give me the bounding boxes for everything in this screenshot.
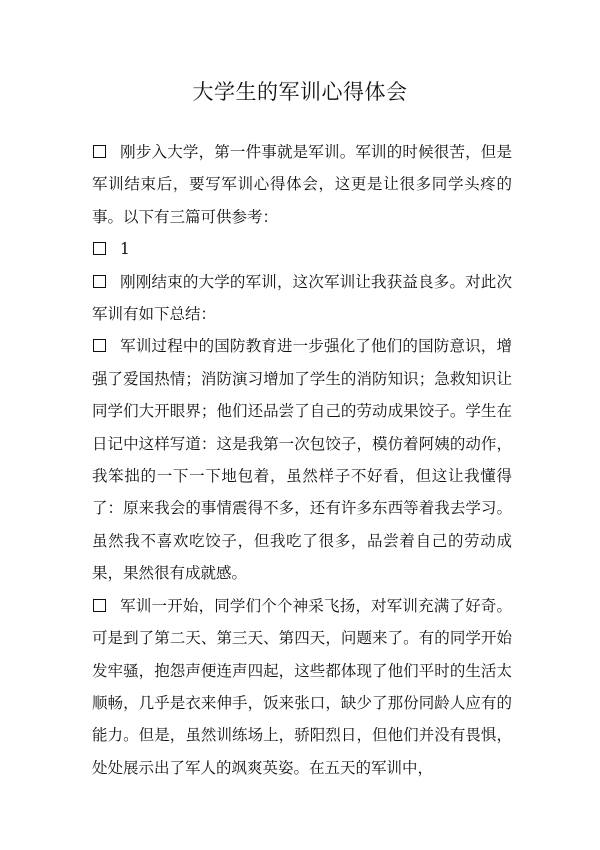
paragraph-text: 刚刚结束的大学的军训，这次军训让我获益良多。对此次军训有如下总结： [92, 272, 512, 324]
paragraph-text: 军训一开始，同学们个个神采飞扬，对军训充满了好奇。可是到了第二天、第三天、第四天，问题来了。有的同学开始发牢骚，抱怨声便连声四起，这些都体现了他们平时的生活太顺畅，几乎是衣来伸手，饭来张口，缺少了那份同龄人应有的能力。但是，虽然训练场上，骄阳烈日，但他们并没有畏惧，处处展示出了军人的飒爽英姿。在五天的军训中， [92, 596, 512, 777]
checkbox-icon [93, 339, 106, 352]
checkbox-icon [93, 275, 106, 288]
checkbox-icon [93, 599, 106, 612]
paragraph [92, 266, 512, 331]
paragraph [92, 590, 512, 784]
paragraph [92, 136, 512, 233]
checkbox-icon [93, 242, 106, 255]
paragraph [92, 233, 512, 265]
paragraph-text: 刚步入大学，第一件事就是军训。军训的时候很苦，但是军训结束后，要写军训心得体会，这更是让很多同学头疼的事。以下有三篇可供参考： [92, 143, 512, 226]
paragraph-text: 军训过程中的国防教育进一步强化了他们的国防意识，增强了爱国热情；消防演习增加了学生的消防知识；急救知识让同学们大开眼界；他们还品尝了自己的劳动成果饺子。学生在日记中这样写道：这是我第一次包饺子，模仿着阿姨的动作，我笨拙的一下一下地包着，虽然样子不好看，但这让我懂得了：原来我会的事情震得不多，还有许多东西等着我去学习。虽然我不喜欢吃饺子，但我吃了很多，品尝着自己的劳动成果，果然很有成就感。 [92, 337, 512, 583]
document-body [92, 136, 512, 784]
paragraph [92, 330, 512, 589]
document-title: 大学生的军训心得体会 [192, 80, 408, 104]
checkbox-icon [93, 145, 106, 158]
paragraph-text: 1 [120, 240, 130, 259]
